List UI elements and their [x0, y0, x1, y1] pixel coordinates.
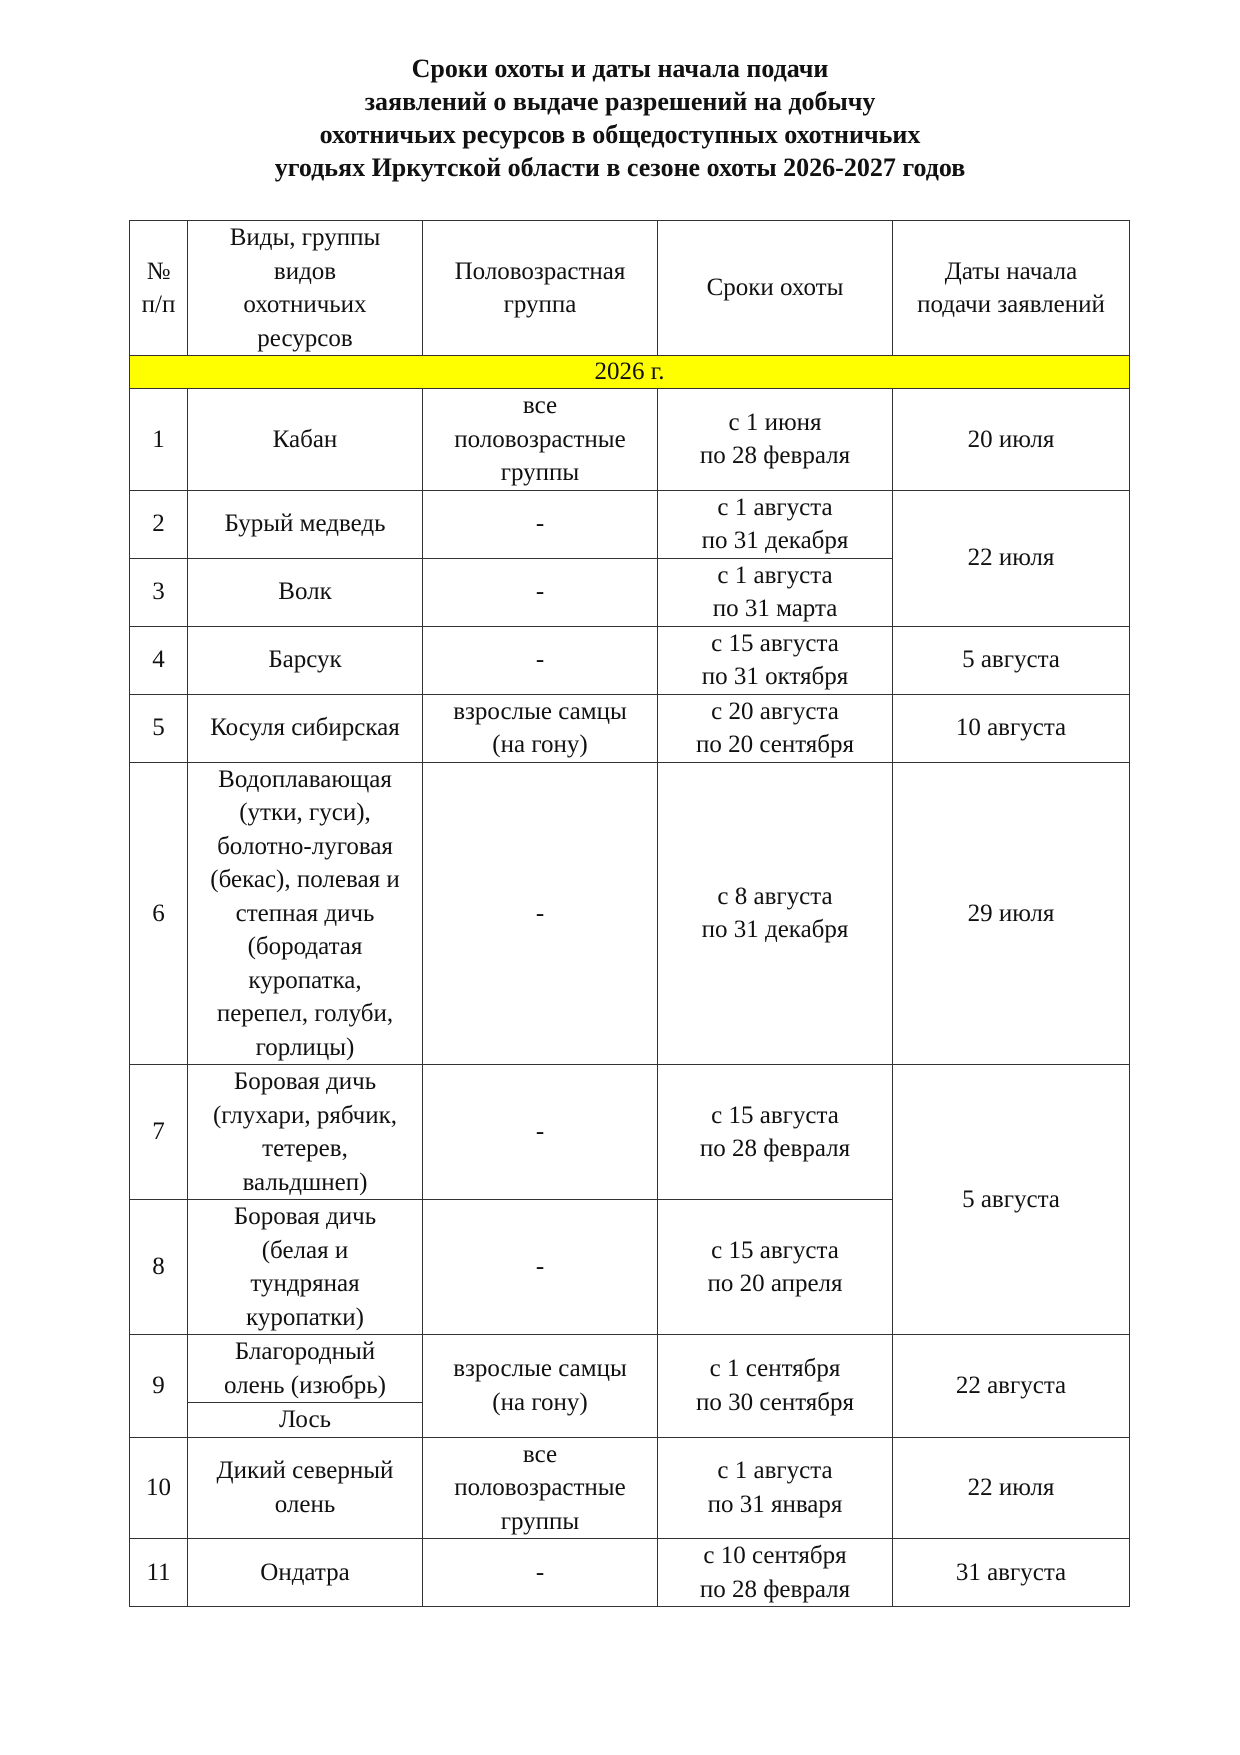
row-date: 5 августа: [893, 1065, 1130, 1335]
row-species: Ондатра: [188, 1539, 423, 1607]
row-period: с 8 августа по 31 декабря: [658, 762, 893, 1065]
row-species: Водоплавающая (утки, гуси), болотно-луговая (бекас), полевая и степная дичь (бородатая куропатка, перепел, голуби, горлицы): [188, 762, 423, 1065]
row-period: с 1 сентября по 30 сентября: [658, 1335, 893, 1438]
table-row: [130, 762, 1130, 1065]
row-group: -: [423, 558, 658, 626]
row-period: с 1 июня по 28 февраля: [658, 389, 893, 491]
row-group: -: [423, 1065, 658, 1200]
document-title: [0, 52, 1240, 184]
row-species: Косуля сибирская: [188, 694, 423, 762]
year-label: 2026 г.: [130, 356, 1130, 389]
row-group: -: [423, 626, 658, 694]
row-species: Бурый медведь: [188, 490, 423, 558]
row-period: с 15 августа по 20 апреля: [658, 1200, 893, 1335]
row-num: 1: [130, 389, 188, 491]
row-date: 22 июля: [893, 490, 1130, 626]
header-num: № п/п: [130, 221, 188, 356]
row-group: -: [423, 762, 658, 1065]
row-date: 10 августа: [893, 694, 1130, 762]
row-num: 8: [130, 1200, 188, 1335]
table-row: [130, 1539, 1130, 1607]
row-species: Волк: [188, 558, 423, 626]
title-line: Сроки охоты и даты начала подачи: [411, 54, 829, 83]
row-period: с 1 августа по 31 декабря: [658, 490, 893, 558]
header-dates: Даты начала подачи заявлений: [893, 221, 1130, 356]
title-line: угодьях Иркутской области в сезоне охоты 2026-2027 годов: [274, 153, 966, 182]
row-num: 4: [130, 626, 188, 694]
header-period: Сроки охоты: [658, 221, 893, 356]
table-row: [130, 490, 1130, 558]
hunting-schedule-table: [129, 220, 1130, 1607]
row-species-secondary: Лось: [188, 1403, 423, 1438]
header-group: Половозрастная группа: [423, 221, 658, 356]
row-period: с 1 августа по 31 января: [658, 1437, 893, 1539]
row-date: 22 июля: [893, 1437, 1130, 1539]
row-num: 10: [130, 1437, 188, 1539]
row-period: с 10 сентября по 28 февраля: [658, 1539, 893, 1607]
row-period: с 1 августа по 31 марта: [658, 558, 893, 626]
row-species: Барсук: [188, 626, 423, 694]
table-row: [130, 1335, 1130, 1403]
row-species: Кабан: [188, 389, 423, 491]
table-row: [130, 1437, 1130, 1539]
row-species: Боровая дичь (глухари, рябчик, тетерев, вальдшнеп): [188, 1065, 423, 1200]
row-date: 29 июля: [893, 762, 1130, 1065]
row-date: 22 августа: [893, 1335, 1130, 1438]
year-row: [130, 356, 1130, 389]
row-period: с 20 августа по 20 сентября: [658, 694, 893, 762]
row-num: 3: [130, 558, 188, 626]
row-species: Благородный олень (изюбрь): [188, 1335, 423, 1403]
header-species: Виды, группы видов охотничьих ресурсов: [188, 221, 423, 356]
row-group: -: [423, 1539, 658, 1607]
row-group: все половозрастные группы: [423, 389, 658, 491]
table-row: [130, 389, 1130, 491]
row-num: 11: [130, 1539, 188, 1607]
row-group: все половозрастные группы: [423, 1437, 658, 1539]
row-num: 5: [130, 694, 188, 762]
table-row: [130, 694, 1130, 762]
row-group: взрослые самцы (на гону): [423, 1335, 658, 1438]
row-date: 20 июля: [893, 389, 1130, 491]
row-group: взрослые самцы (на гону): [423, 694, 658, 762]
row-species: Дикий северный олень: [188, 1437, 423, 1539]
header-row: [130, 221, 1130, 356]
row-num: 2: [130, 490, 188, 558]
table-row: [130, 1065, 1130, 1200]
row-num: 9: [130, 1335, 188, 1438]
row-period: с 15 августа по 28 февраля: [658, 1065, 893, 1200]
row-num: 6: [130, 762, 188, 1065]
row-species: Боровая дичь (белая и тундряная куропатки): [188, 1200, 423, 1335]
title-line: заявлений о выдаче разрешений на добычу: [364, 87, 876, 116]
title-line: охотничьих ресурсов в общедоступных охотничьих: [319, 120, 921, 149]
row-date: 5 августа: [893, 626, 1130, 694]
table-row: [130, 626, 1130, 694]
row-num: 7: [130, 1065, 188, 1200]
row-group: -: [423, 490, 658, 558]
row-group: -: [423, 1200, 658, 1335]
row-date: 31 августа: [893, 1539, 1130, 1607]
row-period: с 15 августа по 31 октября: [658, 626, 893, 694]
